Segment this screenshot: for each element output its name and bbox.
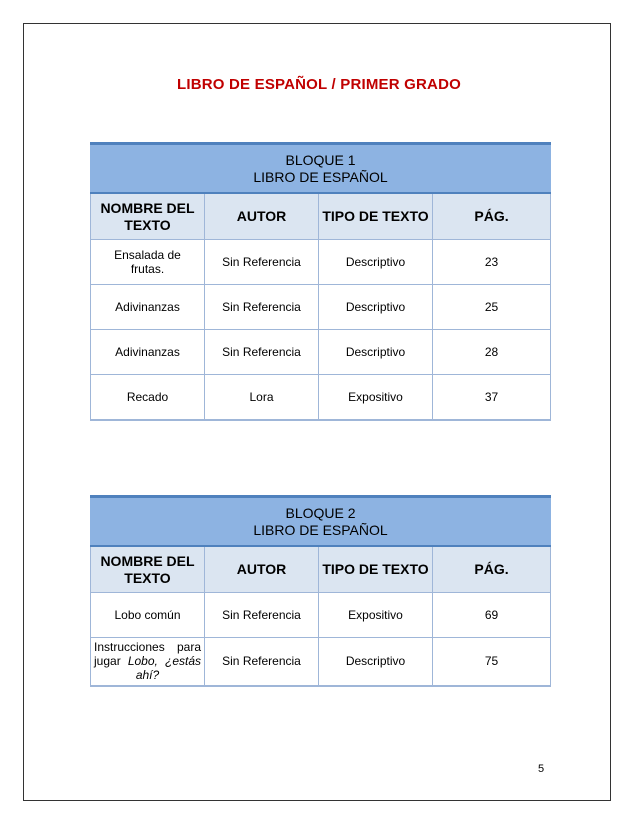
cell-author: Sin Referencia: [205, 240, 319, 285]
column-header-author: AUTOR: [205, 546, 319, 593]
block-subtitle: LIBRO DE ESPAÑOL: [253, 521, 388, 538]
table-heading: [91, 144, 551, 194]
column-header-name: NOMBRE DEL TEXTO: [91, 193, 205, 240]
cell-page: 25: [433, 285, 551, 330]
table-heading: [91, 497, 551, 547]
cell-type: Descriptivo: [319, 330, 433, 375]
table-heading-row: [91, 144, 551, 194]
cell-page: 28: [433, 330, 551, 375]
table-row: [91, 638, 551, 686]
cell-type: Descriptivo: [319, 285, 433, 330]
cell-page: 69: [433, 593, 551, 638]
cell-name: Adivinanzas: [91, 285, 205, 330]
cell-name-text: Instrucciones para jugar: [94, 640, 201, 669]
cell-name-italic: Lobo, ¿estás ahí?: [127, 654, 201, 683]
table-row: [91, 240, 551, 285]
table-row: [91, 375, 551, 421]
cell-author: Sin Referencia: [205, 330, 319, 375]
table-row: [91, 330, 551, 375]
bloque-2-table: [90, 495, 551, 687]
cell-name: Recado: [91, 375, 205, 421]
cell-author: Sin Referencia: [205, 593, 319, 638]
cell-name: Lobo común: [91, 593, 205, 638]
cell-type: Expositivo: [319, 375, 433, 421]
block-title: BLOQUE 1: [285, 151, 356, 168]
column-header-page: PÁG.: [433, 193, 551, 240]
cell-author: Sin Referencia: [205, 638, 319, 686]
bloque-1-table: [90, 142, 551, 421]
column-header-author: AUTOR: [205, 193, 319, 240]
cell-author: Lora: [205, 375, 319, 421]
column-header-type: TIPO DE TEXTO: [319, 546, 433, 593]
table-heading-row: [91, 497, 551, 547]
cell-name: Adivinanzas: [91, 330, 205, 375]
column-header-row: [91, 546, 551, 593]
cell-author: Sin Referencia: [205, 285, 319, 330]
column-header-page: PÁG.: [433, 546, 551, 593]
column-header-name: NOMBRE DEL TEXTO: [91, 546, 205, 593]
cell-type: Descriptivo: [319, 240, 433, 285]
cell-page: 23: [433, 240, 551, 285]
cell-page: 75: [433, 638, 551, 686]
block-subtitle: LIBRO DE ESPAÑOL: [253, 168, 388, 185]
cell-name: Ensalada de frutas.: [91, 240, 205, 285]
table-row: [91, 285, 551, 330]
block-title: BLOQUE 2: [285, 504, 356, 521]
cell-type: Expositivo: [319, 593, 433, 638]
cell-page: 37: [433, 375, 551, 421]
cell-type: Descriptivo: [319, 638, 433, 686]
column-header-type: TIPO DE TEXTO: [319, 193, 433, 240]
cell-name: [91, 638, 205, 686]
table-row: [91, 593, 551, 638]
page-number: 5: [538, 763, 545, 775]
document-title: LIBRO DE ESPAÑOL / PRIMER GRADO: [176, 76, 461, 93]
column-header-row: [91, 193, 551, 240]
